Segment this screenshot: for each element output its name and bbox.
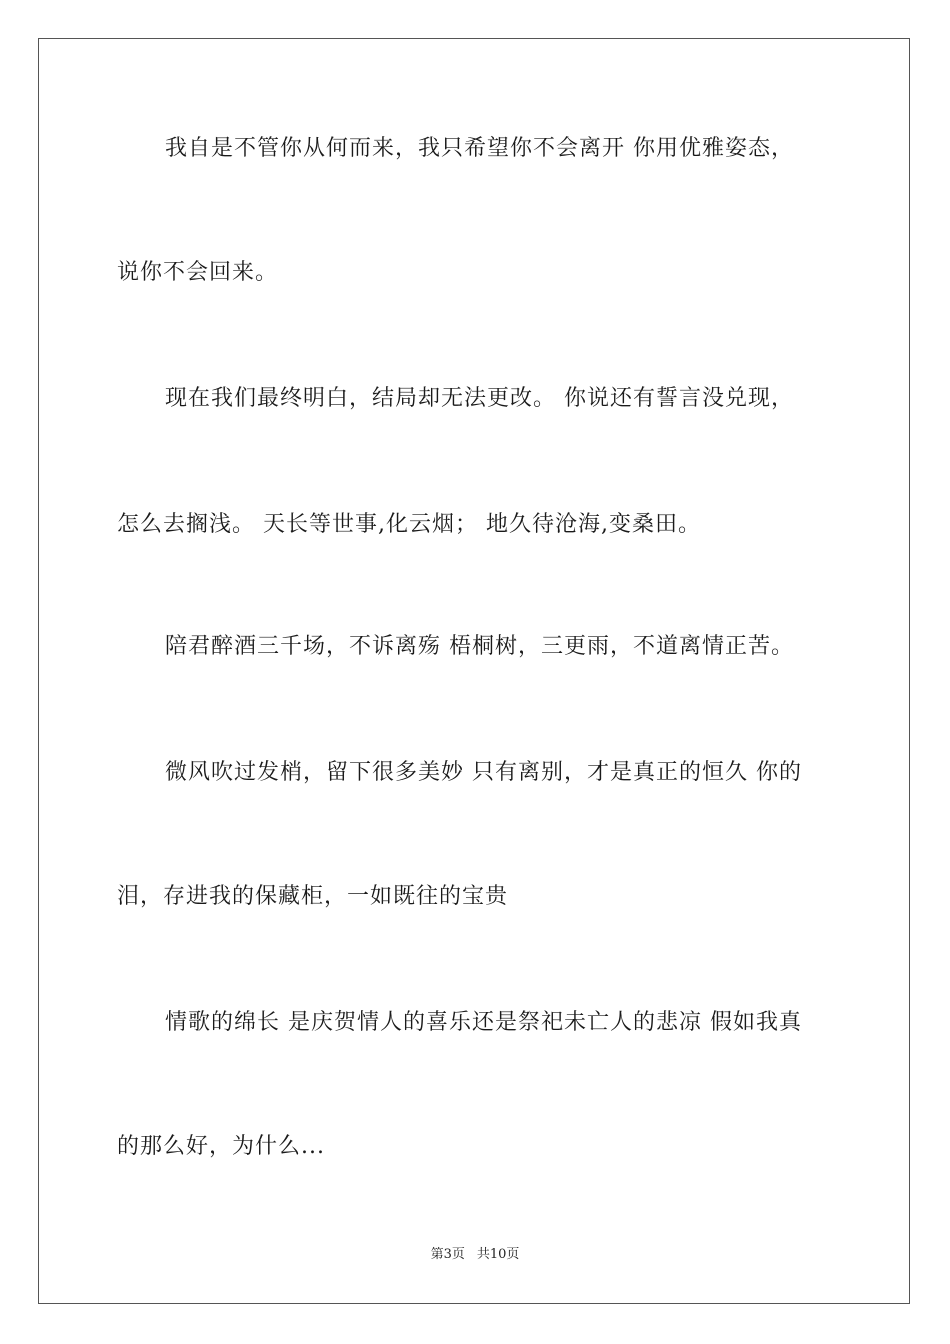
paragraph-4-line-1: 微风吹过发梢，留下很多美妙 只有离别，才是真正的恒久 你的 — [165, 760, 802, 785]
total-pages: 共10页 — [476, 1247, 520, 1262]
paragraph-2-line-1: 现在我们最终明白，结局却无法更改。 你说还有誓言没兑现， — [165, 386, 794, 411]
paragraph-4-line-2: 泪，存进我的保藏柜，一如既往的宝贵 — [117, 884, 509, 909]
page-number: 第3页 — [430, 1247, 465, 1262]
page-footer — [0, 1243, 950, 1262]
paragraph-2-line-2: 怎么去搁浅。 天长等世事,化云烟； 地久待沧海,变桑田。 — [117, 512, 701, 537]
paragraph-5-line-1: 情歌的绵长 是庆贺情人的喜乐还是祭祀未亡人的悲凉 假如我真 — [165, 1010, 802, 1035]
paragraph-1-line-1: 我自是不管你从何而来，我只希望你不会离开 你用优雅姿态， — [165, 136, 794, 161]
paragraph-3-line-1: 陪君醉酒三千场，不诉离殇 梧桐树，三更雨，不道离情正苦。 — [165, 634, 794, 659]
paragraph-5-line-2: 的那么好，为什么... — [117, 1134, 325, 1159]
page-border — [38, 38, 910, 1304]
paragraph-1-line-2: 说你不会回来。 — [117, 260, 279, 285]
